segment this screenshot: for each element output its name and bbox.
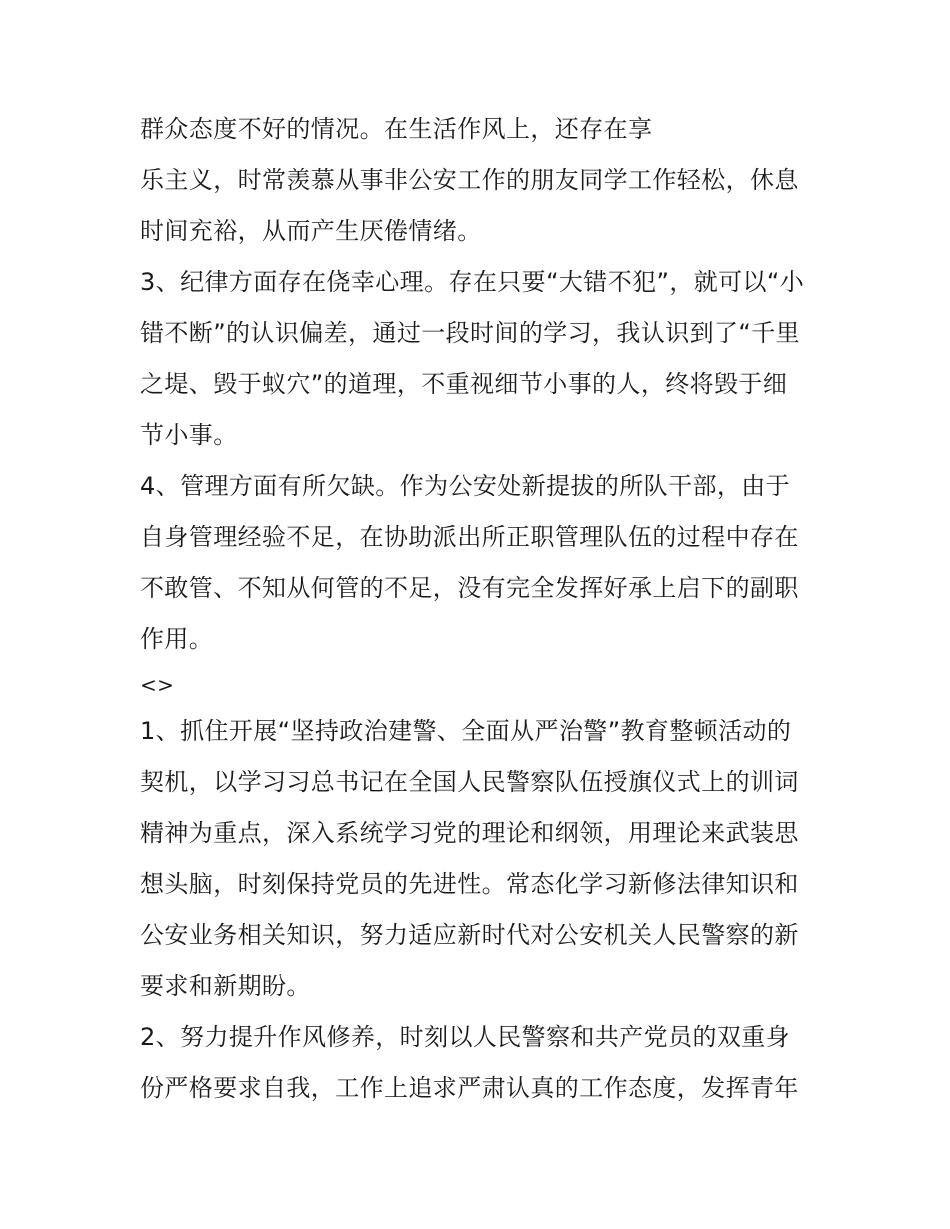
text-line: 时间充裕，从而产生厌倦情绪。 [140,217,482,245]
text-line: 精神为重点，深入系统学习党的理论和纲领，用理论来武装思 [140,819,799,847]
text-line: 份严格要求自我，工作上追求严肃认真的工作态度，发挥青年 [140,1074,799,1102]
text-line: 想头脑，时刻保持党员的先进性。常态化学习新修法律知识和 [140,870,799,898]
text-line: 节小事。 [140,421,238,449]
text-line: 不敢管、不知从何管的不足，没有完全发挥好承上启下的副职 [140,574,799,602]
text-line: 群众态度不好的情况。在生活作风上，还存在享 [140,115,653,143]
text-line: <> [140,673,175,697]
text-line: 1、抓住开展“坚持政治建警、全面从严治警”教育整顿活动的 [140,717,792,745]
text-line: 乐主义，时常羡慕从事非公安工作的朋友同学工作轻松，休息 [140,166,799,194]
text-line: 契机，以学习习总书记在全国人民警察队伍授旗仪式上的训词 [140,768,799,796]
text-line: 4、管理方面有所欠缺。作为公安处新提拔的所队干部，由于 [140,472,791,500]
text-line: 作用。 [140,625,214,653]
text-line: 自身管理经验不足，在协助派出所正职管理队伍的过程中存在 [140,523,799,551]
text-line: 2、努力提升作风修养，时刻以人民警察和共产党员的双重身 [140,1023,791,1051]
text-line: 之堤、毁于蚁穴”的道理，不重视细节小事的人，终将毁于细 [140,370,788,398]
text-line: 错不断”的认识偏差，通过一段时间的学习，我认识到了“千里 [140,319,801,347]
text-line: 要求和新期盼。 [140,972,311,1000]
text-line: 3、纪律方面存在侥幸心理。存在只要“大错不犯”，就可以“小 [140,268,805,296]
text-line: 公安业务相关知识，努力适应新时代对公安机关人民警察的新 [140,921,799,949]
